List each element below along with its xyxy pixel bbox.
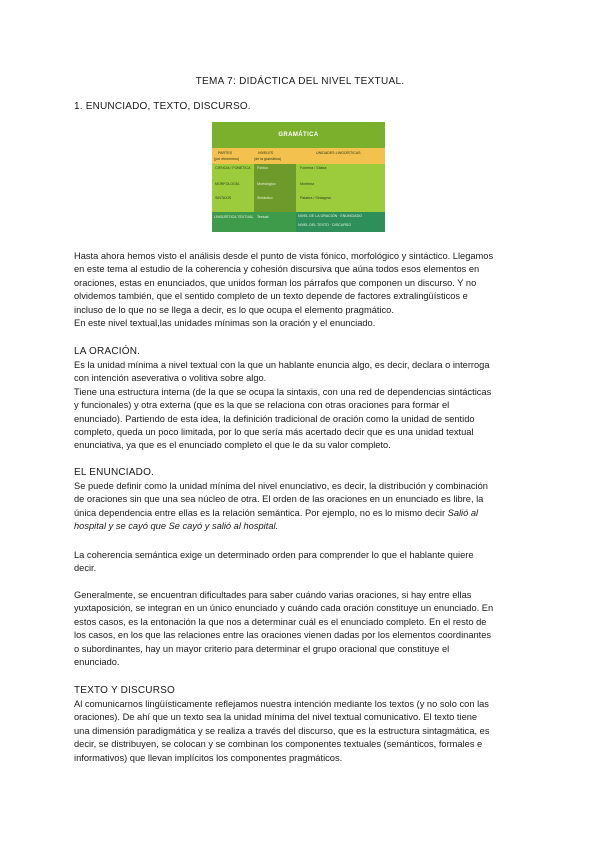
diagram-row1-part: CIENCIA / FONÉTICA (215, 166, 251, 170)
intro-paragraph (74, 250, 530, 330)
enunciado-heading: EL ENUNCIADO. (74, 467, 155, 478)
enunciado-paragraph (74, 480, 530, 534)
text-line: En este nivel textual,las unidades mínimas son la oración y el enunciado. (74, 318, 376, 329)
text-span: única dependencia entre ellas es la relación semántica. Por ejemplo, no es lo mismo decir (74, 507, 448, 518)
text-line: estos casos, es la entonación la que nos a determinar cuál es el enunciado completo. En el resto de (74, 616, 487, 627)
diagram-row3-level: Sintáctico (257, 196, 273, 200)
diagram-levels-column (254, 164, 296, 212)
oracion-heading: LA ORACIÓN. (74, 346, 141, 357)
text-line: Tiene una estructura interna (de la que se ocupa la sintaxis, con una red de dependencias sintácticas (74, 386, 492, 397)
texto-paragraph (74, 698, 530, 765)
coherencia-paragraph (74, 549, 530, 576)
diagram-row3-part: SINTAXIS (215, 196, 232, 200)
diagram-col2: NIVELES (258, 151, 274, 155)
diagram-row2-unit: Morfema (300, 182, 315, 186)
diagram-col1: PARTES (218, 151, 233, 155)
text-line: oraciones, estas en enunciados, que unidos forman los párrafos que componen un discurso. Y no (74, 277, 477, 288)
texto-heading: TEXTO Y DISCURSO (74, 685, 176, 696)
text-line: con intención aseverativa o volitiva sobre algo. (74, 373, 267, 384)
text-line: enunciado. (74, 657, 120, 668)
text-line: enunciativa, ya que es el enunciado completo el que le da su valor completo. (74, 440, 391, 451)
text-line: Hasta ahora hemos visto el análisis desde el punto de vista fónico, morfológico y sintáctico. Llegamos (74, 251, 494, 261)
text-line (74, 520, 530, 533)
text-line: Es la unidad mínima a nivel textual con la que un hablante enuncia algo, es decir, declara o interroga (74, 360, 490, 370)
text-line: y funcionales) y otra externa (que es la que se relaciona con otras oraciones para formar el (74, 400, 450, 411)
text-line: informativos) que llevan implícitos los componentes pragmáticos. (74, 752, 343, 763)
text-line: decir, se distribuyen, se colocan y se combinan los componentes textuales (semánticos, formales e (74, 739, 483, 750)
text-line: oraciones). De ahí que un texto sea la unidad mínima del nivel textual comunicativo. El texto tiene (74, 712, 478, 723)
text-line: enunciado). Partiendo de esta idea, la definición tradicional de oración como la unidad de sentido (74, 413, 475, 424)
section-heading: 1. ENUNCIADO, TEXTO, DISCURSO. (74, 101, 251, 112)
text-line: olvidemos también, que el sentido completo de un texto depende de factores extralingüísticos e (74, 291, 468, 302)
diagram-row2-part: MORFOLOGÍA (215, 182, 240, 186)
diagram-row4-unit2: NIVEL DEL TEXTO · DISCURSO (298, 223, 352, 227)
text-line: completo, queda un poco limitada, por lo que sería más acertado decir que es una unidad textual (74, 427, 474, 438)
diagram-row4-unit1: NIVEL DE LA ORACIÓN · ENUNCIADO (298, 214, 362, 218)
diagram-col1b: (por elementos) (214, 157, 240, 161)
diagram-title: GRAMÁTICA (212, 122, 385, 148)
diagram-col2b: (de la gramática) (254, 157, 281, 161)
diagram-row1-level: Fónico (257, 166, 268, 170)
diagram-row4-level: Textual (257, 215, 269, 219)
document-title: TEMA 7: DIDÁCTICA DEL NIVEL TEXTUAL. (195, 76, 405, 87)
text-line: Se puede definir como la unidad mínima del nivel enunciativo, es decir, la distribución y combinación (74, 481, 488, 491)
text-line: decir. (74, 563, 97, 574)
text-line: Generalmente, se encuentran dificultades para saber cuándo varias oraciones, si hay entre ellas (74, 590, 472, 600)
text-line: una dimensión paradigmática y se realiza a través del discurso, que es la estructura sintagmática, es (74, 725, 490, 736)
diagram-row3-unit: Palabra / Sintagma (300, 196, 331, 200)
text-line: incluso de lo que no se llega a decir, es lo que ocupa el elemento pragmático. (74, 304, 394, 315)
oracion-paragraph (74, 359, 530, 453)
text-line: los casos, en los que las relaciones entre las oraciones vienen dadas por los elementos coordinantes (74, 630, 492, 641)
example-text: Salió al (447, 507, 479, 518)
example-text: hospital y se cayó que Se cayó y salió al hospital. (74, 521, 279, 532)
diagram-body (212, 164, 385, 212)
text-line: yuxtaposición, se integran en un único enunciado y cuándo cada oración constituye un enunciado. En (74, 603, 494, 614)
diagram-row1-unit: Fonema / Sílaba (300, 166, 327, 170)
diagram-row2-level: Morfológico (257, 182, 276, 186)
dificultades-paragraph (74, 589, 530, 669)
diagram-row4-part: LINGÜÍSTICA TEXTUAL (214, 215, 254, 219)
text-line: de oraciones sin que una sea núcleo de otra. El orden de las oraciones en un enunciado es libre, la (74, 494, 484, 505)
text-line: La coherencia semántica exige un determinado orden para comprender lo que el hablante quiere (74, 550, 474, 560)
text-line: o subordinantes, hay un mayor criterio para determinar el grupo oracional que constituye el (74, 643, 450, 654)
grammar-diagram (212, 122, 385, 232)
text-line: Al comunicarnos lingüísticamente reflejamos nuestra intención mediante los textos (y no solo con las (74, 699, 489, 709)
diagram-col3: UNIDADES LINGÜÍSTICAS (316, 151, 361, 155)
text-line: en este tema al estudio de la coherencia y cohesión discursiva que aúna todos esos elementos en (74, 264, 480, 275)
text-line (74, 507, 530, 520)
